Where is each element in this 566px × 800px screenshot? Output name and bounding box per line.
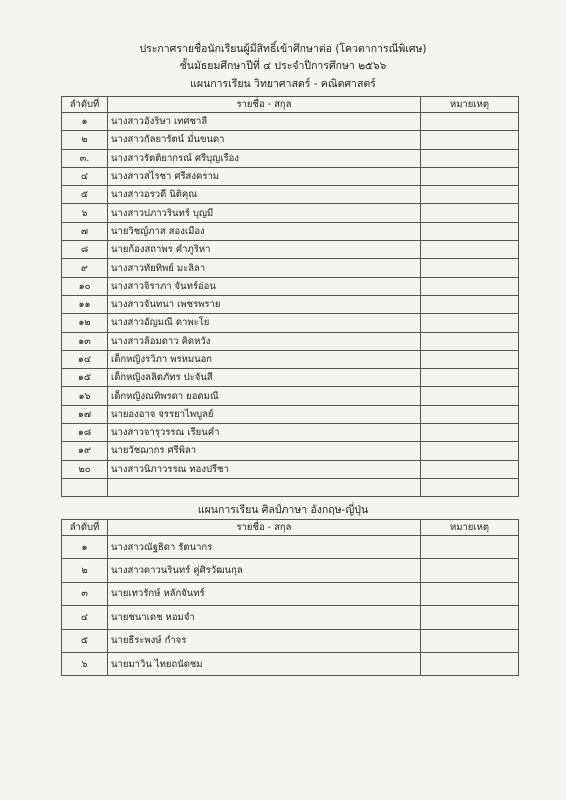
table-row (62, 629, 519, 652)
header-order: ลำดับที่ (62, 97, 108, 113)
table-row (62, 295, 519, 313)
row-order: ๗ (62, 222, 108, 240)
row-note (421, 460, 519, 478)
row-note (421, 314, 519, 332)
row-order: ๔ (62, 167, 108, 185)
header-name: รายชื่อ - สกุล (108, 97, 421, 113)
table-row (62, 582, 519, 605)
row-note (421, 295, 519, 313)
row-name: นางสาวจันทนา เพชรพราย (108, 295, 421, 313)
row-name: นายธีระพงษ์ กำจร (108, 629, 421, 652)
row-note (421, 405, 519, 423)
row-name: เด็กหญิงรวิภา พรหมนอก (108, 350, 421, 368)
table-row (62, 652, 519, 675)
table-row (62, 204, 519, 222)
row-order: ๒๐ (62, 460, 108, 478)
row-order: ๑๔ (62, 350, 108, 368)
row-order: ๓ (62, 582, 108, 605)
table-row (62, 460, 519, 478)
table-row (62, 167, 519, 185)
row-note (421, 536, 519, 559)
row-name: นายวิชญ์ภาส สองเมือง (108, 222, 421, 240)
table-row (62, 149, 519, 167)
row-name: นางสาวทัยทิพย์ มะลิลา (108, 259, 421, 277)
table-row (62, 536, 519, 559)
row-order: ๔ (62, 606, 108, 629)
row-name: นายชนาเดช หอมจำ (108, 606, 421, 629)
table-row (62, 222, 519, 240)
row-note (421, 131, 519, 149)
row-name: นายมาวิน ไทยถนัดชม (108, 652, 421, 675)
announcement-title: ประกาศรายชื่อนักเรียนผู้มีสิทธิ์เข้าศึกษาต่อ (โควตาการณีพิเศษ) (139, 43, 427, 55)
table-row (62, 259, 519, 277)
row-order: ๕ (62, 629, 108, 652)
row-name: นางสาวกัลยารัตน์ มั่นขนดา (108, 131, 421, 149)
row-order: ๑๙ (62, 442, 108, 460)
row-note (421, 629, 519, 652)
row-order: ๑๐ (62, 277, 108, 295)
row-note (421, 186, 519, 204)
table-row (62, 332, 519, 350)
table-row (62, 277, 519, 295)
table-row (62, 113, 519, 131)
row-order (62, 478, 108, 496)
table-row (62, 241, 519, 259)
row-name: เด็กหญิงลลิตภัทร ปะจันสี (108, 369, 421, 387)
row-note (421, 259, 519, 277)
row-name: นางสาวอัญมณี ดาพะโย (108, 314, 421, 332)
student-table-arts-language (61, 519, 519, 676)
row-note (421, 277, 519, 295)
row-note (421, 442, 519, 460)
table-row (62, 442, 519, 460)
row-note (421, 113, 519, 131)
row-name: นางสาวปภาวรินทร์ บุญมี (108, 204, 421, 222)
table-header-row (62, 97, 519, 113)
row-name: นายก้องสถาพร คำภูริหา (108, 241, 421, 259)
row-order: ๑๕ (62, 369, 108, 387)
row-order: ๖ (62, 204, 108, 222)
row-order: ๘ (62, 241, 108, 259)
row-note (421, 424, 519, 442)
section-title-science-math: แผนการเรียน วิทยาศาสตร์ - คณิตศาสตร์ (190, 78, 376, 90)
row-name: นางสาวดาวนรินทร์ คู่ศิรวัฒนกุล (108, 559, 421, 582)
row-order: ๑๖ (62, 387, 108, 405)
row-note (421, 332, 519, 350)
row-order: ๑๗ (62, 405, 108, 423)
row-note (421, 582, 519, 605)
row-order: ๕ (62, 186, 108, 204)
header-note: หมายเหตุ (421, 520, 519, 536)
row-order: ๒ (62, 559, 108, 582)
table-row (62, 131, 519, 149)
row-note (421, 478, 519, 496)
row-order: ๑ (62, 113, 108, 131)
announcement-subtitle: ชั้นมัธยมศึกษาปีที่ ๔ ประจำปีการศึกษา ๒๕๖๖ (179, 60, 387, 72)
row-order: ๓. (62, 149, 108, 167)
row-name: นางสาวจารุวรรณ เรียนคำ (108, 424, 421, 442)
row-order: ๒ (62, 131, 108, 149)
row-name: นางสาวจิราภา จันทร์อ่อน (108, 277, 421, 295)
row-note (421, 369, 519, 387)
row-note (421, 606, 519, 629)
row-note (421, 387, 519, 405)
row-name: นางสาวณัฐธิดา รัตนากร (108, 536, 421, 559)
table-row (62, 350, 519, 368)
table-row (62, 387, 519, 405)
row-order: ๙ (62, 259, 108, 277)
row-order: ๑๑ (62, 295, 108, 313)
table-row (62, 478, 519, 496)
student-table-science-math (61, 96, 519, 497)
table-row (62, 559, 519, 582)
row-name: นายองอาจ จรรยาไพบูลย์ (108, 405, 421, 423)
section-title-arts-language: แผนการเรียน ศิลป์ภาษา อังกฤษ-ญี่ปุ่น (197, 504, 369, 516)
row-order: ๖ (62, 652, 108, 675)
row-order: ๑๒ (62, 314, 108, 332)
row-name: นางสาวสไรชา ศรีสงคราม (108, 167, 421, 185)
table-row (62, 369, 519, 387)
table-row (62, 314, 519, 332)
row-note (421, 241, 519, 259)
table-header-row (62, 520, 519, 536)
table-row (62, 606, 519, 629)
row-note (421, 149, 519, 167)
table-row (62, 186, 519, 204)
row-note (421, 350, 519, 368)
row-note (421, 559, 519, 582)
row-name: นางสาวรัตติยากรณ์ ศรีบุญเรือง (108, 149, 421, 167)
header-name: รายชื่อ - สกุล (108, 520, 421, 536)
row-name (108, 478, 421, 496)
row-note (421, 204, 519, 222)
table-row (62, 405, 519, 423)
row-note (421, 222, 519, 240)
row-name: นายเทวรักษ์ หลักจันทร์ (108, 582, 421, 605)
row-name: เด็กหญิงณทิพรดา ยอดมณี (108, 387, 421, 405)
row-name: นางสาวอรวดี นิติคุณ (108, 186, 421, 204)
row-note (421, 652, 519, 675)
row-name: นายวัชฌากร ศรีพิลา (108, 442, 421, 460)
row-order: ๑๘ (62, 424, 108, 442)
header-note: หมายเหตุ (421, 97, 519, 113)
row-name: นางสาวล้อมดาว คิดหวัง (108, 332, 421, 350)
header-order: ลำดับที่ (62, 520, 108, 536)
table-row (62, 424, 519, 442)
row-order: ๑ (62, 536, 108, 559)
row-name: นางสาวอังริษา เทศชาลี (108, 113, 421, 131)
row-name: นางสาวนิภาวรรณ ทองปรีชา (108, 460, 421, 478)
row-note (421, 167, 519, 185)
row-order: ๑๓ (62, 332, 108, 350)
